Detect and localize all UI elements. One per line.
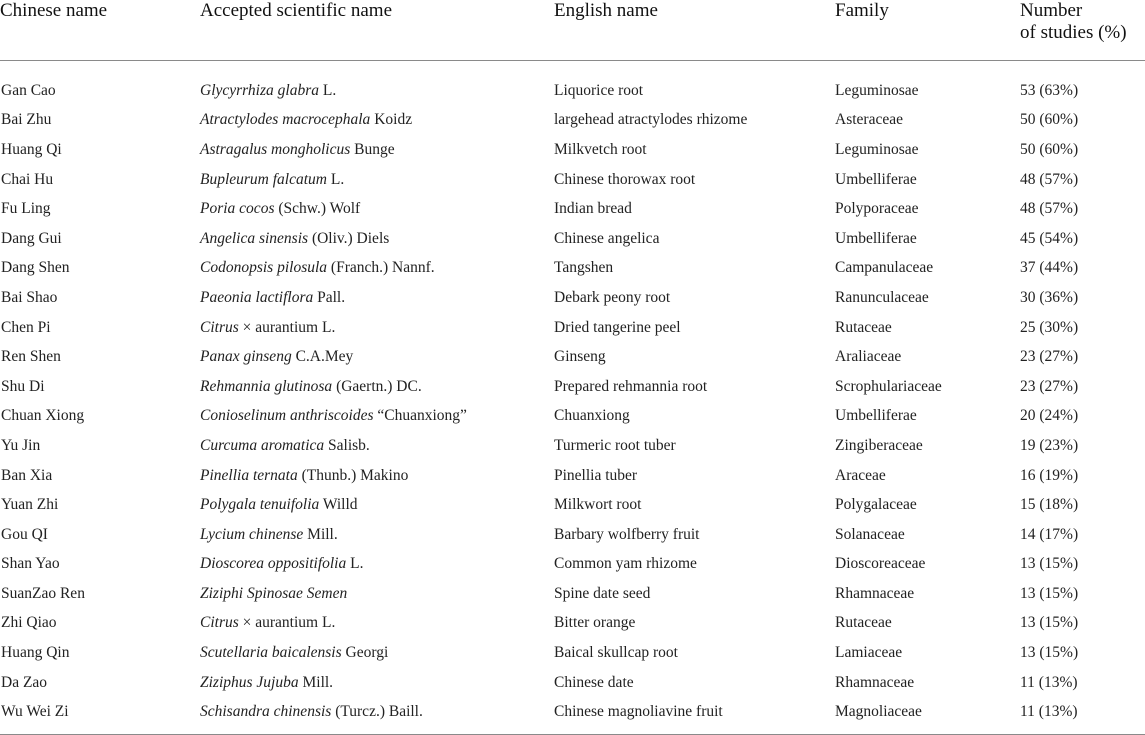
cell-family: Rhamnaceae	[835, 584, 915, 602]
scientific-authority: C.A.Mey	[291, 348, 354, 366]
scientific-authority: Pall.	[313, 288, 346, 306]
cell-number-of-studies: 23 (27%)	[1020, 377, 1079, 395]
scientific-genus-species: Scutellaria baicalensis	[200, 644, 342, 662]
cell-english-name: Pinellia tuber	[554, 466, 638, 484]
cell-chinese-name: Dang Gui	[1, 229, 62, 247]
scientific-authority: L.	[327, 170, 345, 188]
cell-english-name: Milkvetch root	[554, 140, 647, 158]
cell-number-of-studies: 11 (13%)	[1020, 703, 1078, 721]
cell-family: Umbelliferae	[835, 229, 917, 247]
cell-chinese-name: Fu Ling	[1, 200, 51, 218]
cell-scientific-name	[200, 76, 554, 106]
cell-number-of-studies: 13 (15%)	[1020, 584, 1079, 602]
cell-chinese-name: Huang Qi	[1, 140, 62, 158]
scientific-genus-species: Astragalus mongholicus	[200, 140, 351, 158]
table-row	[0, 490, 1145, 520]
col-header-family: Family	[835, 0, 889, 21]
scientific-authority: Georgi	[341, 644, 389, 662]
cell-english-name: Prepared rehmannia root	[554, 377, 708, 395]
scientific-authority: Willd	[319, 496, 358, 514]
cell-chinese-name: Gou QI	[1, 525, 48, 543]
cell-family: Rutaceae	[835, 318, 892, 336]
cell-english-name: Chinese magnoliavine fruit	[554, 703, 723, 721]
cell-family: Polyporaceae	[835, 200, 919, 218]
cell-chinese-name: Huang Qin	[1, 644, 70, 662]
cell-english-name: Chinese angelica	[554, 229, 660, 247]
cell-family: Leguminosae	[835, 140, 919, 158]
cell-chinese-name: Yuan Zhi	[1, 496, 59, 514]
scientific-genus-species: Curcuma aromatica	[200, 436, 325, 454]
cell-scientific-name	[200, 372, 554, 402]
cell-number-of-studies: 25 (30%)	[1020, 318, 1079, 336]
cell-number-of-studies: 15 (18%)	[1020, 496, 1079, 514]
cell-family: Rhamnaceae	[835, 673, 915, 691]
cell-number-of-studies: 20 (24%)	[1020, 407, 1079, 425]
scientific-genus-species: Atractylodes macrocephala	[200, 111, 371, 129]
cell-english-name: Chinese thorowax root	[554, 170, 696, 188]
cell-scientific-name	[200, 402, 554, 432]
cell-chinese-name: Chai Hu	[1, 170, 54, 188]
table-row	[0, 461, 1145, 491]
cell-scientific-name	[200, 135, 554, 165]
scientific-authority: (Schw.) Wolf	[274, 200, 361, 218]
scientific-authority: × aurantium L.	[238, 614, 336, 632]
table-row	[0, 342, 1145, 372]
scientific-genus-species: Pinellia ternata	[200, 466, 298, 484]
scientific-authority: Bunge	[350, 140, 395, 158]
table-row	[0, 579, 1145, 609]
cell-chinese-name: Dang Shen	[1, 259, 70, 277]
col-header-scientific-name: Accepted scientific name	[200, 0, 393, 21]
table-row	[0, 165, 1145, 195]
cell-english-name: Dried tangerine peel	[554, 318, 681, 336]
cell-chinese-name: Zhi Qiao	[1, 614, 57, 632]
cell-english-name: Indian bread	[554, 200, 632, 218]
cell-number-of-studies: 16 (19%)	[1020, 466, 1079, 484]
scientific-genus-species: Lycium chinense	[200, 525, 304, 543]
cell-english-name: Barbary wolfberry fruit	[554, 525, 700, 543]
scientific-genus-species: Dioscorea oppositifolia	[200, 555, 347, 573]
table-row	[0, 697, 1145, 727]
cell-family: Dioscoreaceae	[835, 555, 926, 573]
scientific-authority: Mill.	[298, 673, 334, 691]
cell-english-name: largehead atractylodes rhizome	[554, 111, 748, 129]
cell-family: Rutaceae	[835, 614, 892, 632]
cell-scientific-name	[200, 313, 554, 343]
cell-number-of-studies: 11 (13%)	[1020, 673, 1078, 691]
cell-scientific-name	[200, 224, 554, 254]
cell-chinese-name: Bai Zhu	[1, 111, 52, 129]
scientific-genus-species: Angelica sinensis	[200, 229, 309, 247]
cell-scientific-name	[200, 342, 554, 372]
table-row	[0, 550, 1145, 580]
cell-scientific-name	[200, 283, 554, 313]
table-row	[0, 135, 1145, 165]
cell-chinese-name: Gan Cao	[1, 81, 56, 99]
table-row	[0, 431, 1145, 461]
cell-number-of-studies: 19 (23%)	[1020, 436, 1079, 454]
cell-scientific-name	[200, 194, 554, 224]
scientific-genus-species: Conioselinum anthriscoides	[200, 407, 374, 425]
cell-scientific-name	[200, 165, 554, 195]
scientific-genus-species: Panax ginseng	[200, 348, 292, 366]
cell-english-name: Debark peony root	[554, 288, 671, 306]
cell-number-of-studies: 53 (63%)	[1020, 81, 1079, 99]
cell-english-name: Baical skullcap root	[554, 644, 678, 662]
cell-family: Araliaceae	[835, 348, 902, 366]
table-row	[0, 313, 1145, 343]
scientific-authority: (Franch.) Nannf.	[327, 259, 435, 277]
cell-scientific-name	[200, 461, 554, 491]
cell-scientific-name	[200, 550, 554, 580]
cell-number-of-studies: 50 (60%)	[1020, 140, 1079, 158]
cell-scientific-name	[200, 431, 554, 461]
cell-scientific-name	[200, 254, 554, 284]
cell-number-of-studies: 13 (15%)	[1020, 644, 1079, 662]
table-row	[0, 194, 1145, 224]
col-header-english-name: English name	[554, 0, 658, 21]
table-row	[0, 520, 1145, 550]
cell-chinese-name: SuanZao Ren	[1, 584, 85, 602]
scientific-genus-species: Paeonia lactiflora	[200, 288, 314, 306]
cell-family: Solanaceae	[835, 525, 905, 543]
scientific-genus-species: Poria cocos	[200, 200, 275, 218]
cell-scientific-name	[200, 579, 554, 609]
cell-family: Leguminosae	[835, 81, 919, 99]
scientific-genus-species: Bupleurum falcatum	[200, 170, 327, 188]
table-row	[0, 224, 1145, 254]
col-header-number-line1: Number	[1020, 0, 1083, 21]
cell-family: Umbelliferae	[835, 170, 917, 188]
cell-number-of-studies: 30 (36%)	[1020, 288, 1079, 306]
cell-scientific-name	[200, 106, 554, 136]
table-row	[0, 254, 1145, 284]
cell-english-name: Spine date seed	[554, 584, 651, 602]
table-row	[0, 668, 1145, 698]
cell-english-name: Milkwort root	[554, 496, 642, 514]
cell-number-of-studies: 45 (54%)	[1020, 229, 1079, 247]
scientific-authority: (Gaertn.) DC.	[332, 377, 422, 395]
cell-scientific-name	[200, 490, 554, 520]
cell-family: Zingiberaceae	[835, 436, 923, 454]
scientific-genus-species: Citrus	[200, 614, 239, 632]
cell-chinese-name: Ren Shen	[1, 348, 61, 366]
col-header-chinese-name: Chinese name	[0, 0, 108, 21]
cell-family: Magnoliaceae	[835, 703, 922, 721]
scientific-genus-species: Schisandra chinensis	[200, 703, 332, 721]
scientific-genus-species: Polygala tenuifolia	[200, 496, 320, 514]
cell-family: Polygalaceae	[835, 496, 917, 514]
scientific-authority: Mill.	[303, 525, 338, 543]
table-row	[0, 283, 1145, 313]
cell-number-of-studies: 13 (15%)	[1020, 555, 1079, 573]
scientific-authority: “Chuanxiong”	[373, 407, 467, 425]
table-row	[0, 402, 1145, 432]
scientific-authority: Koidz	[370, 111, 413, 129]
cell-english-name: Turmeric root tuber	[554, 436, 676, 454]
cell-scientific-name	[200, 697, 554, 727]
cell-number-of-studies: 23 (27%)	[1020, 348, 1079, 366]
scientific-genus-species: Ziziphus Jujuba	[200, 673, 299, 691]
scientific-genus-species: Codonopsis pilosula	[200, 259, 328, 277]
cell-scientific-name	[200, 638, 554, 668]
cell-scientific-name	[200, 609, 554, 639]
cell-english-name: Chuanxiong	[554, 407, 630, 425]
cell-number-of-studies: 48 (57%)	[1020, 200, 1079, 218]
table-row	[0, 106, 1145, 136]
spacer-row	[0, 61, 1145, 76]
cell-family: Umbelliferae	[835, 407, 917, 425]
cell-chinese-name: Wu Wei Zi	[1, 703, 69, 721]
cell-chinese-name: Bai Shao	[1, 288, 58, 306]
table-row	[0, 638, 1145, 668]
cell-chinese-name: Yu Jin	[1, 436, 41, 454]
cell-english-name: Common yam rhizome	[554, 555, 697, 573]
col-header-number-line2: of studies (%)	[1020, 22, 1127, 43]
col-header-number-of-studies	[1020, 0, 1145, 61]
cell-scientific-name	[200, 520, 554, 550]
table-row	[0, 76, 1145, 106]
cell-number-of-studies: 14 (17%)	[1020, 525, 1079, 543]
cell-family: Scrophulariaceae	[835, 377, 942, 395]
cell-number-of-studies: 37 (44%)	[1020, 259, 1079, 277]
cell-english-name: Bitter orange	[554, 614, 636, 632]
header-row	[0, 0, 1145, 61]
cell-family: Lamiaceae	[835, 644, 903, 662]
cell-chinese-name: Da Zao	[1, 673, 48, 691]
cell-chinese-name: Chuan Xiong	[1, 407, 85, 425]
scientific-genus-species: Rehmannia glutinosa	[200, 377, 333, 395]
scientific-authority: × aurantium L.	[238, 318, 336, 336]
cell-english-name: Ginseng	[554, 348, 606, 366]
scientific-genus-species: Citrus	[200, 318, 239, 336]
table-row	[0, 372, 1145, 402]
cell-english-name: Chinese date	[554, 673, 634, 691]
scientific-genus-species: Ziziphi Spinosae Semen	[200, 584, 348, 602]
cell-chinese-name: Shan Yao	[1, 555, 60, 573]
scientific-authority: L.	[318, 81, 337, 99]
cell-scientific-name	[200, 668, 554, 698]
scientific-authority: (Oliv.) Diels	[308, 229, 390, 247]
cell-chinese-name: Ban Xia	[1, 466, 53, 484]
cell-english-name: Tangshen	[554, 259, 614, 277]
cell-family: Campanulaceae	[835, 259, 934, 277]
cell-number-of-studies: 48 (57%)	[1020, 170, 1079, 188]
cell-english-name: Liquorice root	[554, 81, 644, 99]
cell-number-of-studies: 13 (15%)	[1020, 614, 1079, 632]
cell-chinese-name: Shu Di	[1, 377, 45, 395]
cell-chinese-name: Chen Pi	[1, 318, 51, 336]
scientific-authority: Salisb.	[324, 436, 370, 454]
scientific-authority: L.	[346, 555, 364, 573]
cell-family: Ranunculaceae	[835, 288, 929, 306]
header-rule	[0, 60, 1145, 61]
table-row	[0, 609, 1145, 639]
scientific-authority: (Turcz.) Baill.	[331, 703, 423, 721]
scientific-genus-species: Glycyrrhiza glabra	[200, 81, 319, 99]
cell-family: Asteraceae	[835, 111, 903, 129]
cell-family: Araceae	[835, 466, 886, 484]
scientific-authority: (Thunb.) Makino	[297, 466, 409, 484]
cell-number-of-studies: 50 (60%)	[1020, 111, 1079, 129]
